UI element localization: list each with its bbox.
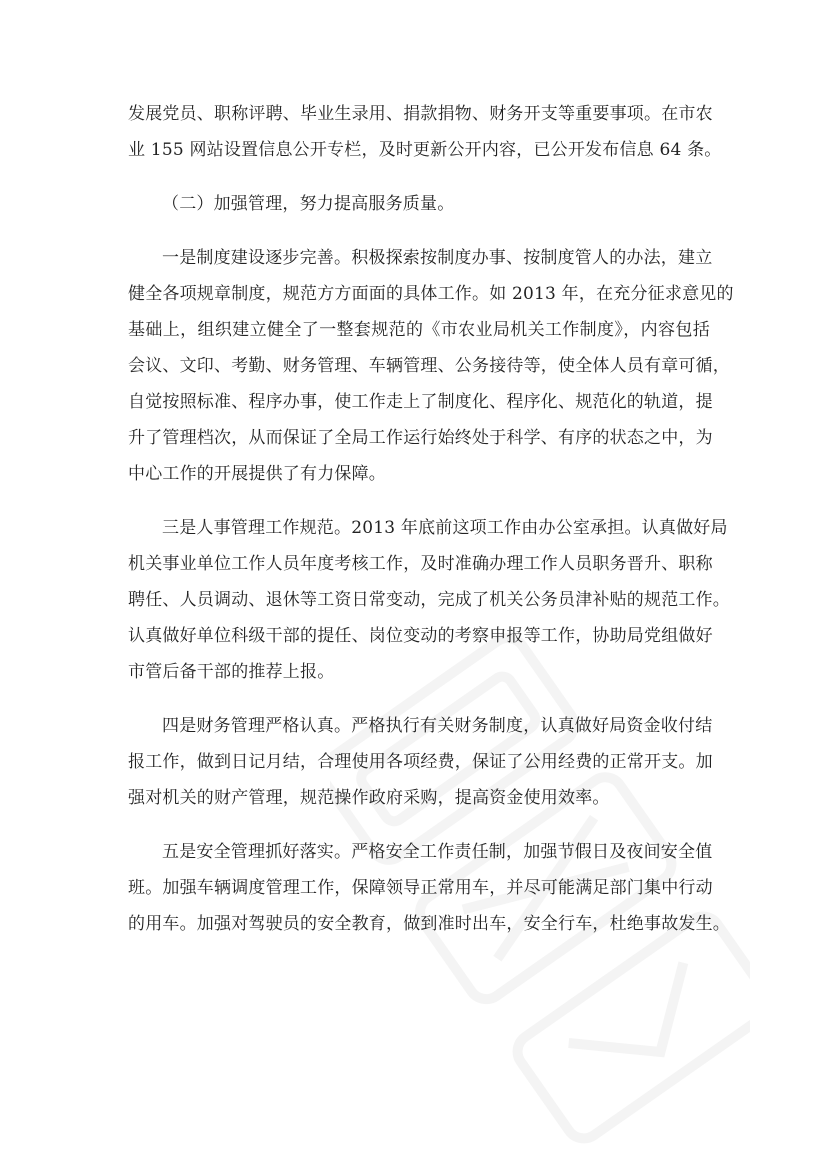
text-line: 中心工作的开展提供了有力保障。 bbox=[128, 464, 386, 484]
text-line: 发展党员、职称评聘、毕业生录用、捐款捐物、财务开支等重要事项。在市农 bbox=[128, 104, 713, 124]
text-line: 会议、文印、考勤、财务管理、车辆管理、公务接待等，使全体人员有章可循， bbox=[128, 356, 730, 376]
text-line: 认真做好单位科级干部的提任、岗位变动的考察申报等工作，协助局党组做好 bbox=[128, 626, 713, 646]
text-line: 班。加强车辆调度管理工作，保障领导正常用车，并尽可能满足部门集中行动 bbox=[128, 878, 713, 898]
paragraph-system-building bbox=[128, 240, 734, 492]
text-line: 强对机关的财产管理，规范操作政府采购，提高资金使用效率。 bbox=[128, 788, 610, 808]
text-line: 自觉按照标准、程序办事，使工作走上了制度化、程序化、规范化的轨道，提 bbox=[128, 392, 713, 412]
text-line: 基础上，组织建立健全了一整套规范的《市农业局机关工作制度》，内容包括 bbox=[128, 320, 710, 340]
text-line: 业 155 网站设置信息公开专栏，及时更新公开内容，已公开发布信息 64 条。 bbox=[128, 140, 722, 160]
text-line: 一是制度建设逐步完善。积极探索按制度办事、按制度管人的办法，建立 bbox=[162, 248, 713, 268]
text-line: 五是安全管理抓好落实。严格安全工作责任制，加强节假日及夜间安全值 bbox=[162, 842, 713, 862]
paragraph-disclosure bbox=[128, 96, 722, 168]
text-line: 的用车。加强对驾驶员的安全教育，做到准时出车，安全行车，杜绝事故发生。 bbox=[128, 914, 730, 934]
section-heading bbox=[128, 186, 710, 222]
text-line: 健全各项规章制度，规范方方面面的具体工作。如 2013 年，在充分征求意见的 bbox=[128, 284, 734, 304]
text-line: 三是人事管理工作规范。2013 年底前这项工作由办公室承担。认真做好局 bbox=[162, 518, 728, 538]
document-body bbox=[128, 96, 734, 942]
text-line: 四是财务管理严格认真。严格执行有关财务制度，认真做好局资金收付结 bbox=[162, 716, 713, 736]
paragraph-safety bbox=[128, 834, 730, 942]
text-line: 机关事业单位工作人员年度考核工作，及时准确办理工作人员职务晋升、职称 bbox=[128, 554, 713, 574]
text-line: （二）加强管理，努力提高服务质量。 bbox=[162, 194, 455, 214]
paragraph-finance bbox=[128, 708, 713, 816]
text-line: 报工作，做到日记月结，合理使用各项经费，保证了公用经费的正常开支。加 bbox=[128, 752, 713, 772]
text-line: 市管后备干部的推荐上报。 bbox=[128, 662, 335, 682]
text-line: 聘任、人员调动、退休等工资日常变动，完成了机关公务员津补贴的规范工作。 bbox=[128, 590, 730, 610]
text-line: 升了管理档次，从而保证了全局工作运行始终处于科学、有序的状态之中，为 bbox=[128, 428, 713, 448]
paragraph-personnel bbox=[128, 510, 730, 690]
